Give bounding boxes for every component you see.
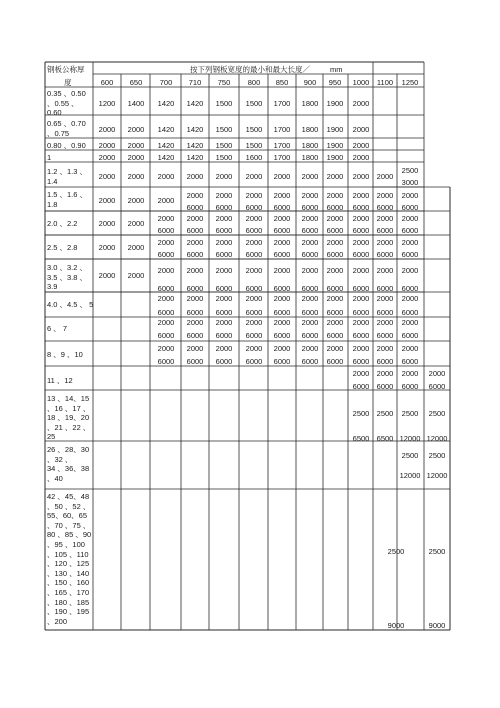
length-max-cell: 6000	[215, 357, 233, 366]
length-cell: 1800	[301, 125, 319, 134]
length-min-cell: 2000	[157, 344, 175, 353]
length-cell: 1420	[157, 153, 175, 162]
length-min-cell: 2000	[186, 238, 204, 247]
length-min-cell: 2000	[352, 191, 370, 200]
width-800: 800	[247, 78, 261, 87]
length-min-cell: 2000	[157, 266, 175, 275]
thickness-cell: 3.0 、3.2 、 3.5 、3.8 、 3.9	[47, 263, 88, 292]
length-cell: 2000	[127, 196, 145, 205]
length-min-cell: 2000	[157, 318, 175, 327]
length-min-cell: 2000	[326, 294, 344, 303]
length-cell: 2000	[98, 243, 116, 252]
length-min-cell: 2000	[215, 238, 233, 247]
length-max-cell: 6000	[352, 250, 370, 259]
length-min-cell: 2000	[376, 191, 394, 200]
length-max-cell: 6000	[245, 357, 263, 366]
length-min-cell: 2000	[352, 318, 370, 327]
length-max-cell: 6000	[245, 331, 263, 340]
length-max-cell: 6000	[352, 357, 370, 366]
width-900: 900	[303, 78, 317, 87]
length-cell: 2000	[127, 219, 145, 228]
length-max-cell: 6000	[401, 331, 419, 340]
length-cell: 1500	[215, 153, 233, 162]
length-cell: 2000	[326, 172, 344, 181]
length-max-cell: 6000	[326, 226, 344, 235]
length-cell: 2000	[352, 141, 370, 150]
length-min-cell: 2000	[428, 369, 446, 378]
length-max-cell: 6000	[352, 226, 370, 235]
length-cell: 1200	[98, 99, 116, 108]
length-min-cell: 2500	[428, 547, 446, 556]
length-max-cell: 6000	[245, 284, 263, 293]
length-cell: 2000	[98, 141, 116, 150]
length-cell: 1700	[273, 125, 291, 134]
length-max-cell: 6000	[186, 226, 204, 235]
length-max-cell: 6000	[376, 331, 394, 340]
thickness-cell: 0.65 、0.70 、0.75	[47, 119, 86, 138]
length-cell: 1900	[326, 141, 344, 150]
length-cell: 2000	[376, 172, 394, 181]
length-max-cell: 6000	[273, 308, 291, 317]
length-max-cell: 6000	[215, 331, 233, 340]
length-max-cell: 9000	[387, 621, 405, 630]
length-max-cell: 6000	[301, 226, 319, 235]
thickness-cell: 1	[47, 153, 52, 162]
width-1000: 1000	[352, 78, 370, 87]
length-cell: 1500	[245, 141, 263, 150]
length-cell: 2000	[98, 172, 116, 181]
length-min-cell: 2000	[186, 214, 204, 223]
length-max-cell: 6000	[186, 357, 204, 366]
length-min-cell: 2000	[301, 214, 319, 223]
length-cell: 1800	[301, 141, 319, 150]
length-max-cell: 6000	[215, 284, 233, 293]
length-cell: 2000	[186, 172, 204, 181]
length-min-cell: 2000	[376, 214, 394, 223]
length-max-cell: 6000	[157, 331, 175, 340]
length-cell: 1420	[186, 125, 204, 134]
length-min-cell: 2000	[157, 214, 175, 223]
length-max-cell: 6000	[352, 382, 370, 391]
length-min-cell: 2500	[401, 451, 419, 460]
length-max-cell: 6000	[186, 203, 204, 212]
length-min-cell: 2500	[401, 409, 419, 418]
length-max-cell: 6000	[273, 331, 291, 340]
length-cell: 2000	[273, 172, 291, 181]
thickness-cell: 8 、9 、10	[47, 350, 83, 359]
length-max-cell: 6000	[326, 203, 344, 212]
length-cell: 2000	[352, 153, 370, 162]
length-max-cell: 6000	[245, 226, 263, 235]
length-min-cell: 2000	[273, 214, 291, 223]
width-950: 950	[328, 78, 342, 87]
length-max-cell: 6000	[376, 382, 394, 391]
length-max-cell: 6000	[352, 308, 370, 317]
length-max-cell: 6000	[326, 308, 344, 317]
length-max-cell: 3000	[401, 178, 419, 187]
length-max-cell: 6000	[301, 250, 319, 259]
length-min-cell: 2000	[273, 266, 291, 275]
length-cell: 1420	[157, 141, 175, 150]
length-cell: 1500	[215, 125, 233, 134]
length-min-cell: 2000	[157, 238, 175, 247]
length-min-cell: 2500	[428, 451, 446, 460]
length-min-cell: 2000	[215, 294, 233, 303]
length-max-cell: 6000	[157, 308, 175, 317]
length-max-cell: 6000	[273, 226, 291, 235]
length-cell: 1700	[273, 141, 291, 150]
length-min-cell: 2000	[215, 266, 233, 275]
length-max-cell: 6000	[273, 284, 291, 293]
length-max-cell: 6500	[352, 434, 370, 443]
length-min-cell: 2000	[245, 318, 263, 327]
length-cell: 2000	[352, 125, 370, 134]
length-min-cell: 2000	[301, 191, 319, 200]
length-min-cell: 2000	[352, 344, 370, 353]
length-max-cell: 6000	[273, 250, 291, 259]
thickness-cell: 0.80 、0.90	[47, 141, 86, 150]
length-max-cell: 6000	[326, 250, 344, 259]
length-cell: 1900	[326, 99, 344, 108]
length-min-cell: 2000	[376, 238, 394, 247]
width-700: 700	[159, 78, 173, 87]
length-min-cell: 2000	[215, 191, 233, 200]
length-max-cell: 6000	[428, 382, 446, 391]
length-cell: 2000	[157, 196, 175, 205]
length-min-cell: 2000	[245, 266, 263, 275]
length-max-cell: 6000	[401, 308, 419, 317]
length-cell: 1420	[157, 99, 175, 108]
span-header-title: 按下列钢板宽度的最小和最大长度／	[190, 65, 310, 74]
length-min-cell: 2500	[401, 166, 419, 175]
length-min-cell: 2000	[326, 214, 344, 223]
length-max-cell: 6000	[157, 250, 175, 259]
length-max-cell: 6000	[186, 250, 204, 259]
length-min-cell: 2000	[376, 318, 394, 327]
thickness-cell: 1.5 、1.6 、 1.8	[47, 190, 88, 209]
width-710: 710	[188, 78, 202, 87]
length-max-cell: 6000	[186, 284, 204, 293]
length-min-cell: 2000	[376, 294, 394, 303]
length-max-cell: 6000	[215, 250, 233, 259]
length-cell: 2000	[352, 99, 370, 108]
length-cell: 2000	[98, 153, 116, 162]
length-max-cell: 6000	[376, 357, 394, 366]
length-max-cell: 9000	[428, 621, 446, 630]
length-min-cell: 2000	[376, 266, 394, 275]
length-cell: 2000	[98, 219, 116, 228]
length-max-cell: 6000	[215, 226, 233, 235]
length-max-cell: 6000	[245, 308, 263, 317]
length-min-cell: 2000	[326, 344, 344, 353]
length-min-cell: 2000	[376, 369, 394, 378]
length-max-cell: 6000	[273, 203, 291, 212]
length-max-cell: 6500	[376, 434, 394, 443]
length-cell: 1420	[157, 125, 175, 134]
length-max-cell: 6000	[401, 284, 419, 293]
length-min-cell: 2000	[186, 294, 204, 303]
length-cell: 1500	[245, 99, 263, 108]
length-min-cell: 2000	[215, 344, 233, 353]
length-cell: 1800	[301, 99, 319, 108]
length-min-cell: 2000	[401, 238, 419, 247]
length-cell: 1400	[127, 99, 145, 108]
length-cell: 2000	[127, 125, 145, 134]
length-min-cell: 2000	[326, 191, 344, 200]
length-cell: 1500	[245, 125, 263, 134]
length-min-cell: 2000	[245, 214, 263, 223]
thickness-header-line1: 钢板公称厚	[47, 65, 85, 74]
thickness-cell: 42 、45、48 、50 、52 、 55、60、65 、70 、75 、 80 、85 、90 、95 、100 、105 、110 、120 、125 、130 、140 、150 、160 、165 、170 、180 、185 、190 、195 、200	[47, 492, 92, 626]
length-max-cell: 6000	[301, 357, 319, 366]
length-min-cell: 2000	[352, 294, 370, 303]
length-cell: 2000	[127, 243, 145, 252]
length-max-cell: 12000	[399, 471, 421, 480]
length-max-cell: 6000	[157, 226, 175, 235]
length-min-cell: 2000	[245, 344, 263, 353]
length-min-cell: 2000	[401, 266, 419, 275]
length-min-cell: 2000	[273, 294, 291, 303]
length-max-cell: 6000	[401, 203, 419, 212]
length-cell: 2000	[98, 196, 116, 205]
length-cell: 1700	[273, 153, 291, 162]
length-min-cell: 2000	[301, 294, 319, 303]
length-max-cell: 6000	[352, 284, 370, 293]
length-cell: 1500	[215, 141, 233, 150]
length-cell: 1700	[273, 99, 291, 108]
thickness-header-line2: 度	[64, 78, 72, 87]
length-max-cell: 6000	[215, 308, 233, 317]
length-min-cell: 2000	[245, 191, 263, 200]
length-max-cell: 6000	[301, 308, 319, 317]
length-cell: 2000	[127, 172, 145, 181]
length-cell: 1600	[245, 153, 263, 162]
span-header-unit: mm	[330, 65, 343, 74]
length-min-cell: 2000	[352, 266, 370, 275]
length-max-cell: 6000	[376, 308, 394, 317]
length-min-cell: 2000	[215, 318, 233, 327]
length-max-cell: 6000	[376, 250, 394, 259]
length-min-cell: 2000	[352, 214, 370, 223]
thickness-cell: 26 、28、30 、32 、 34 、36、38 、40	[47, 445, 90, 483]
length-max-cell: 6000	[376, 284, 394, 293]
length-min-cell: 2000	[273, 344, 291, 353]
length-cell: 2000	[245, 172, 263, 181]
length-min-cell: 2500	[387, 547, 405, 556]
length-max-cell: 12000	[426, 434, 448, 443]
length-cell: 2000	[98, 125, 116, 134]
width-1100: 1100	[376, 78, 394, 87]
length-min-cell: 2000	[376, 344, 394, 353]
width-850: 850	[275, 78, 289, 87]
length-max-cell: 6000	[186, 331, 204, 340]
length-cell: 2000	[127, 141, 145, 150]
length-min-cell: 2000	[352, 238, 370, 247]
length-min-cell: 2000	[301, 344, 319, 353]
length-max-cell: 6000	[326, 331, 344, 340]
length-cell: 1500	[215, 99, 233, 108]
thickness-cell: 0.35 、0.50 、0.55 、 0.60	[47, 89, 86, 118]
length-min-cell: 2000	[157, 294, 175, 303]
length-max-cell: 6000	[401, 382, 419, 391]
length-min-cell: 2000	[401, 191, 419, 200]
length-max-cell: 6000	[401, 226, 419, 235]
length-max-cell: 6000	[301, 284, 319, 293]
thickness-cell: 13 、14、15 、16 、17 、 18 、19、20 、21 、22 、 25	[47, 394, 91, 442]
length-cell: 1800	[301, 153, 319, 162]
length-min-cell: 2000	[186, 266, 204, 275]
length-min-cell: 2000	[186, 191, 204, 200]
length-cell: 1900	[326, 153, 344, 162]
thickness-cell: 2.0 、2.2	[47, 219, 78, 228]
length-min-cell: 2000	[301, 266, 319, 275]
length-min-cell: 2000	[273, 238, 291, 247]
thickness-cell: 11 、12	[47, 376, 73, 385]
length-max-cell: 6000	[245, 250, 263, 259]
width-1250: 1250	[401, 78, 419, 87]
length-cell: 2000	[157, 172, 175, 181]
length-max-cell: 6000	[186, 308, 204, 317]
length-max-cell: 6000	[215, 203, 233, 212]
length-max-cell: 6000	[376, 226, 394, 235]
length-max-cell: 12000	[399, 434, 421, 443]
length-max-cell: 6000	[301, 203, 319, 212]
length-min-cell: 2000	[273, 318, 291, 327]
length-max-cell: 6000	[326, 284, 344, 293]
length-max-cell: 6000	[157, 357, 175, 366]
length-min-cell: 2000	[326, 318, 344, 327]
length-min-cell: 2000	[186, 344, 204, 353]
length-cell: 2000	[215, 172, 233, 181]
length-max-cell: 6000	[245, 203, 263, 212]
length-min-cell: 2000	[186, 318, 204, 327]
thickness-cell: 1.2 、1.3 、 1.4	[47, 167, 88, 186]
length-min-cell: 2500	[352, 409, 370, 418]
length-cell: 1420	[186, 99, 204, 108]
length-max-cell: 6000	[401, 357, 419, 366]
length-max-cell: 6000	[273, 357, 291, 366]
length-cell: 2000	[352, 172, 370, 181]
thickness-cell: 4.0 、4.5 、 5	[47, 300, 94, 309]
length-min-cell: 2000	[401, 214, 419, 223]
length-min-cell: 2500	[428, 409, 446, 418]
length-min-cell: 2000	[245, 294, 263, 303]
length-min-cell: 2000	[401, 344, 419, 353]
length-max-cell: 6000	[376, 203, 394, 212]
length-max-cell: 6000	[301, 331, 319, 340]
length-min-cell: 2000	[245, 238, 263, 247]
length-max-cell: 6000	[352, 203, 370, 212]
length-max-cell: 6000	[157, 284, 175, 293]
length-max-cell: 6000	[326, 357, 344, 366]
length-min-cell: 2000	[273, 191, 291, 200]
thickness-cell: 6 、 7	[47, 324, 68, 333]
length-cell: 2000	[301, 172, 319, 181]
length-cell: 2000	[127, 271, 145, 280]
width-750: 750	[217, 78, 231, 87]
length-min-cell: 2000	[352, 369, 370, 378]
length-cell: 2000	[127, 153, 145, 162]
width-650: 650	[129, 78, 143, 87]
width-600: 600	[100, 78, 114, 87]
length-min-cell: 2000	[401, 318, 419, 327]
length-max-cell: 6000	[352, 331, 370, 340]
length-max-cell: 12000	[426, 471, 448, 480]
length-min-cell: 2000	[401, 369, 419, 378]
thickness-cell: 2.5 、2.8	[47, 243, 78, 252]
length-min-cell: 2000	[215, 214, 233, 223]
length-min-cell: 2000	[326, 266, 344, 275]
length-cell: 1900	[326, 125, 344, 134]
length-cell: 2000	[98, 271, 116, 280]
length-max-cell: 6000	[401, 250, 419, 259]
length-min-cell: 2000	[401, 294, 419, 303]
length-min-cell: 2000	[301, 318, 319, 327]
length-cell: 1420	[186, 141, 204, 150]
length-min-cell: 2500	[376, 409, 394, 418]
length-min-cell: 2000	[326, 238, 344, 247]
length-min-cell: 2000	[301, 238, 319, 247]
length-cell: 1420	[186, 153, 204, 162]
